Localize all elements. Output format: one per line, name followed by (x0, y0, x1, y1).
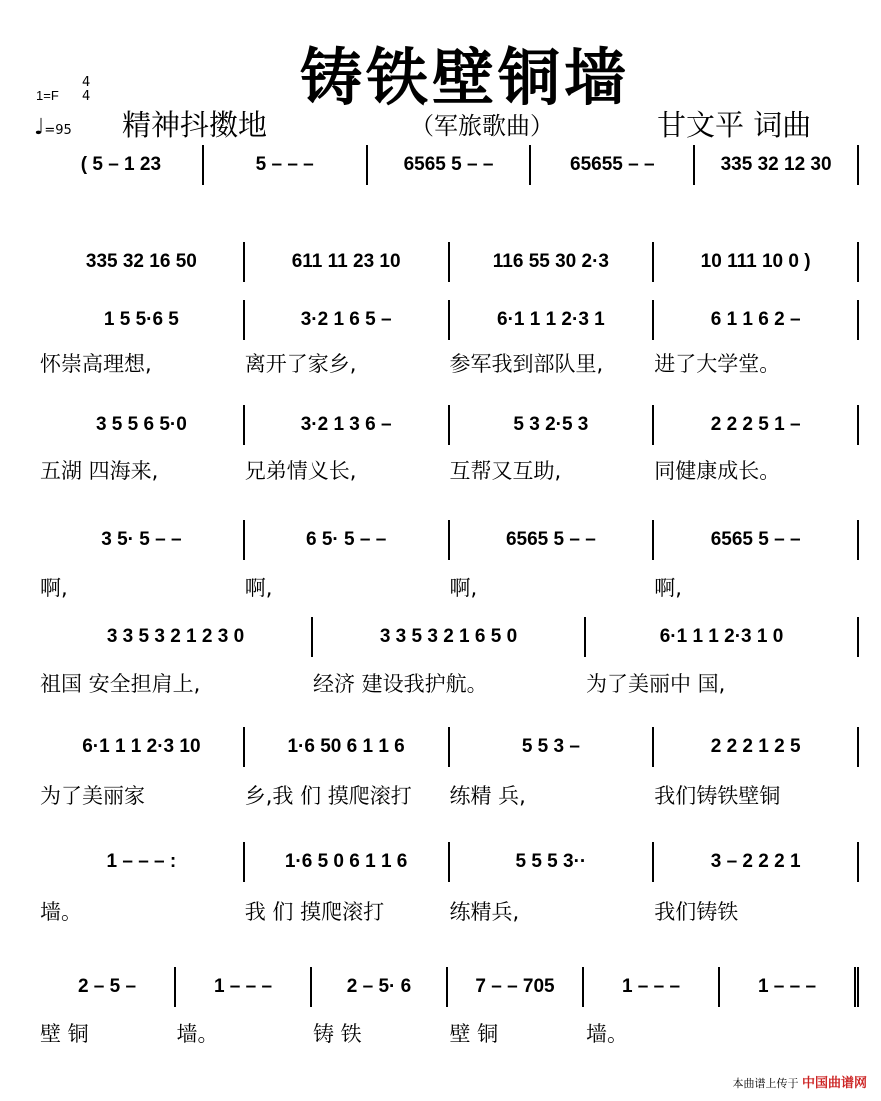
lyric-segment: 五湖 四海来, (40, 459, 159, 483)
measure: 2 – 5· 6 (312, 967, 448, 1007)
lyric-segment: 同健康成长。 (654, 459, 781, 483)
measure: 1·6 50 6 1 1 6 (245, 727, 450, 767)
lyric-segment: 怀崇高理想, (40, 352, 152, 376)
measure: 6 5· 5 – – (245, 520, 450, 560)
staff-row (40, 145, 859, 185)
lyric-segment: 墙。 (586, 1022, 628, 1046)
measure: 6565 5 – – (654, 520, 859, 560)
measure: 10 111 10 0 ) (654, 242, 859, 282)
measure: 6·1 1 1 2·3 10 (40, 727, 245, 767)
lyric-segment: 壁 铜 (40, 1022, 89, 1046)
tempo-value: =95 (44, 123, 72, 138)
lyric-segment (723, 1018, 860, 1048)
lyric-segment: 互帮又互助, (449, 459, 562, 483)
lyric-segment: 壁 铜 (449, 1022, 499, 1046)
lyric-segment: 兄弟情义长, (244, 459, 357, 483)
lyric-segment: 经济 建设我护航。 (313, 672, 488, 696)
lyric-segment: 啊, (244, 576, 273, 600)
lyric-segment: 离开了家乡, (244, 352, 357, 376)
measure: 335 32 12 30 (695, 145, 859, 185)
measure: 7 – – 705 (448, 967, 584, 1007)
measure: 1 – – – : (40, 842, 245, 882)
lyric-segment: 乡,我 们 摸爬滚打 (244, 784, 412, 808)
lyric-segment: 铸 铁 (313, 1022, 362, 1046)
staff-row (40, 520, 859, 560)
measure: 6565 5 – – (450, 520, 655, 560)
measure: 1·6 5 0 6 1 1 6 (245, 842, 450, 882)
staff-row (40, 727, 859, 767)
measure: 611 11 23 10 (245, 242, 450, 282)
footer (732, 1072, 867, 1091)
staff-row (40, 842, 859, 882)
measure: 2 – 5 – (40, 967, 176, 1007)
footer-text: 本曲谱上传于 (732, 1077, 799, 1090)
measure: 3 – 2 2 2 1 (654, 842, 859, 882)
measure: 2 2 2 5 1 – (654, 405, 859, 445)
measure: 6565 5 – – (368, 145, 532, 185)
measure: 5 5 3 – (450, 727, 655, 767)
staff-row (40, 242, 859, 282)
lyrics-row (40, 668, 859, 698)
footer-brand-logo: 中国曲谱网 (801, 1076, 867, 1091)
lyric-segment: 墙。 (176, 1022, 219, 1046)
measure: 1 – – – (584, 967, 720, 1007)
staff-row (40, 300, 859, 340)
quarter-note-icon: ♩ (34, 115, 45, 140)
measure: 3 3 5 3 2 1 2 3 0 (40, 617, 313, 657)
measure: 3·2 1 3 6 – (245, 405, 450, 445)
measure: 5 5 5 3·· (450, 842, 655, 882)
lyric-segment: 我们铸铁壁铜 (654, 784, 781, 808)
staff-row (40, 617, 859, 657)
lyric-segment: 进了大学堂。 (654, 352, 781, 376)
measure: 6·1 1 1 2·3 1 0 (586, 617, 859, 657)
tempo-mark (34, 115, 72, 140)
measure: 65655 – – (531, 145, 695, 185)
key-signature: 1=F (36, 88, 59, 103)
time-signature (82, 76, 90, 104)
lyric-segment: 参军我到部队里, (449, 352, 604, 376)
measure: 116 55 30 2·3 (450, 242, 655, 282)
measure: 1 – – – (720, 967, 859, 1007)
staff-row (40, 967, 859, 1007)
lyric-segment: 墙。 (40, 900, 82, 924)
lyrics-row (40, 896, 859, 926)
lyric-segment: 啊, (449, 576, 478, 600)
lyrics-row (40, 1018, 859, 1048)
genre-label: （军旅歌曲） (410, 112, 554, 140)
measure: 3 5 5 6 5·0 (40, 405, 245, 445)
meter-top: 4 (82, 75, 91, 90)
author-credit: 甘文平 词曲 (657, 108, 812, 142)
measure: 3 5· 5 – – (40, 520, 245, 560)
measure: 5 – – – (204, 145, 368, 185)
expression-mark: 精神抖擞地 (122, 108, 268, 142)
meter-bottom: 4 (82, 89, 91, 104)
measure: 335 32 16 50 (40, 242, 245, 282)
lyrics-row (40, 348, 859, 378)
lyrics-row (40, 572, 859, 602)
lyric-segment: 练精 兵, (449, 784, 526, 808)
lyric-segment: 祖国 安全担肩上, (40, 672, 201, 696)
lyric-segment: 为了美丽中 国, (586, 672, 726, 696)
song-title: 铸铁壁铜墙 (300, 41, 631, 114)
measure: 6 1 1 6 2 – (654, 300, 859, 340)
lyric-segment: 我 们 摸爬滚打 (244, 900, 385, 924)
measure: 1 5 5·6 5 (40, 300, 245, 340)
lyric-segment: 啊, (40, 576, 68, 600)
measure: ( 5 – 1 23 (40, 145, 204, 185)
staff-row (40, 405, 859, 445)
measure: 2 2 2 1 2 5 (654, 727, 859, 767)
measure: 5 3 2·5 3 (450, 405, 655, 445)
lyric-segment: 我们铸铁 (654, 900, 739, 924)
lyric-segment: 啊, (654, 576, 682, 600)
lyrics-row (40, 780, 859, 810)
lyrics-row (40, 455, 859, 485)
lyric-segment: 练精兵, (449, 900, 520, 924)
measure: 6·1 1 1 2·3 1 (450, 300, 655, 340)
measure: 3 3 5 3 2 1 6 5 0 (313, 617, 586, 657)
measure: 3·2 1 6 5 – (245, 300, 450, 340)
lyric-segment: 为了美丽家 (40, 784, 145, 808)
measure: 1 – – – (176, 967, 312, 1007)
